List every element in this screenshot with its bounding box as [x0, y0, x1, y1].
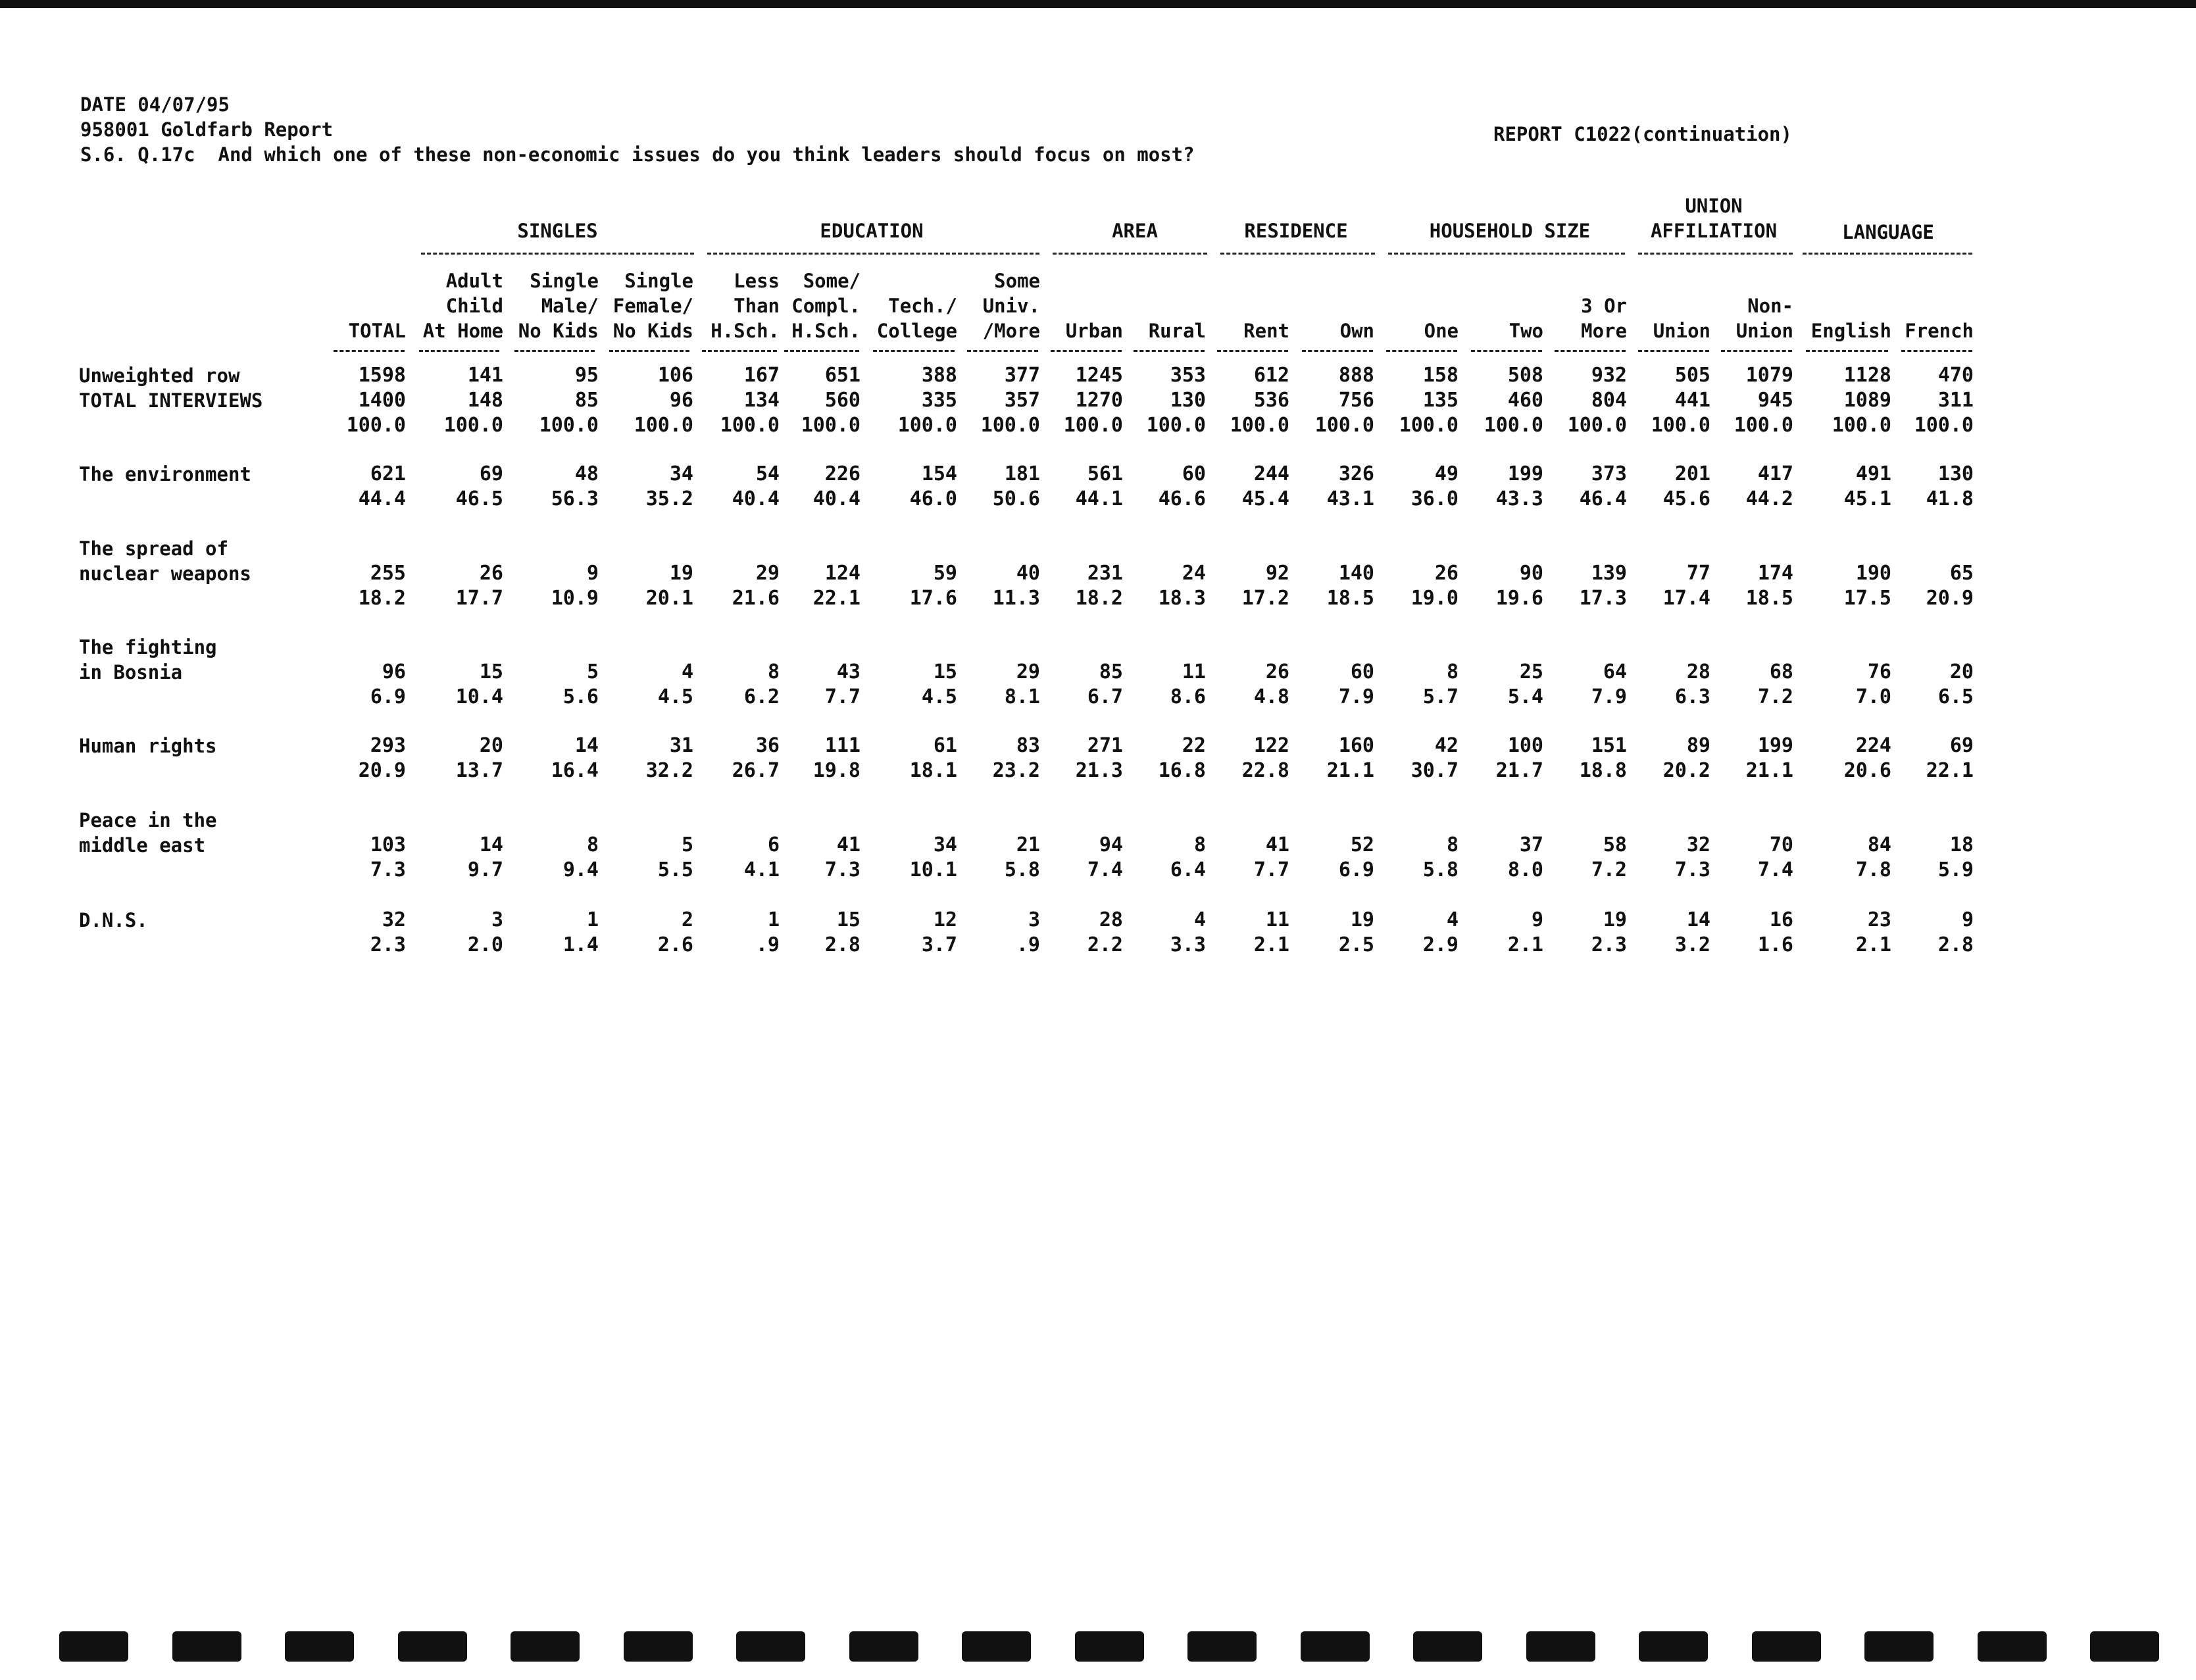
table-cell: 95 85 100.0	[539, 364, 599, 437]
table-cell: 130 41.8	[1926, 462, 1974, 510]
col-total: TOTAL	[348, 320, 406, 342]
col-urban: Urban	[1065, 320, 1123, 342]
col-less-than-hsch: Less Than H.Sch.	[711, 270, 780, 342]
table-cell: 111 19.8	[812, 734, 861, 782]
feed-hole	[1639, 1631, 1708, 1662]
table-cell: 231 18.2	[1075, 562, 1123, 610]
table-cell: 41 7.7	[1253, 833, 1289, 881]
table-cell: 612 536 100.0	[1230, 364, 1289, 437]
col-rule-13	[1471, 350, 1542, 352]
table-cell: 61 18.1	[909, 734, 957, 782]
table-cell: 22 16.8	[1158, 734, 1206, 782]
group-household-size: HOUSEHOLD SIZE	[1429, 220, 1591, 242]
table-cell: 25 5.4	[1507, 660, 1543, 708]
table-cell: 83 23.2	[992, 734, 1040, 782]
table-cell: 31 32.2	[645, 734, 693, 782]
row-label-nuclear: The spread of nuclear weapons	[79, 537, 251, 585]
table-cell: 23 2.1	[1855, 908, 1891, 956]
table-cell: 621 44.4	[358, 462, 406, 510]
report-header	[80, 92, 1195, 167]
table-cell: 41 7.3	[824, 833, 861, 881]
table-cell: 140 18.5	[1326, 562, 1374, 610]
row-label-middle-east: Peace in the middle east	[79, 809, 217, 856]
table-cell: 36 26.7	[732, 734, 780, 782]
table-cell: 1 .9	[755, 908, 780, 956]
table-cell: 3 .9	[1016, 908, 1040, 956]
table-cell: 651 560 100.0	[801, 364, 861, 437]
table-cell: 76 7.0	[1855, 660, 1891, 708]
table-cell: 26 17.7	[455, 562, 503, 610]
col-english: English	[1810, 320, 1891, 342]
col-tech-college: Tech./ College	[876, 295, 957, 342]
table-cell: 508 460 100.0	[1484, 364, 1543, 437]
table-cell: 69 46.5	[455, 462, 503, 510]
table-cell: 561 44.1	[1075, 462, 1123, 510]
col-non-union: Non- Union	[1735, 295, 1793, 342]
group-rule-residence	[1220, 253, 1375, 255]
table-cell: 226 40.4	[812, 462, 861, 510]
col-own: Own	[1339, 320, 1374, 342]
feed-hole	[1752, 1631, 1821, 1662]
feed-hole	[2090, 1631, 2159, 1662]
col-some-univ-more: Some Univ. /More	[982, 270, 1040, 342]
group-rule-household-size	[1388, 253, 1625, 255]
table-cell: 14 9.7	[467, 833, 503, 881]
table-cell: 167 134 100.0	[720, 364, 780, 437]
table-cell: 19 2.3	[1591, 908, 1627, 956]
col-rule-3	[609, 350, 689, 352]
feed-hole	[1978, 1631, 2047, 1662]
table-cell: 11 2.1	[1253, 908, 1289, 956]
table-cell: 90 19.6	[1495, 562, 1543, 610]
report-question: S.6. Q.17c And which one of these non-economic issues do you think leaders should focus on most?	[80, 143, 1195, 166]
table-cell: 15 4.5	[921, 660, 957, 708]
table-cell: 106 96 100.0	[634, 364, 693, 437]
table-cell: 24 18.3	[1158, 562, 1206, 610]
table-cell: 201 45.6	[1662, 462, 1710, 510]
col-3-or-more: 3 Or More	[1581, 295, 1627, 342]
table-cell: 14 16.4	[551, 734, 599, 782]
row-label-environment: The environment	[79, 463, 251, 485]
group-residence: RESIDENCE	[1244, 220, 1348, 242]
col-one: One	[1424, 320, 1459, 342]
feed-hole	[511, 1631, 580, 1662]
row-label-dns: D.N.S.	[79, 909, 148, 931]
table-cell: 26 4.8	[1253, 660, 1289, 708]
table-cell: 8 6.4	[1170, 833, 1206, 881]
table-cell: 293 20.9	[358, 734, 406, 782]
col-rule-7	[967, 350, 1038, 352]
table-cell: 32 7.3	[1674, 833, 1710, 881]
feed-hole	[285, 1631, 354, 1662]
table-cell: 1128 1089 100.0	[1832, 364, 1891, 437]
table-cell: 9 2.1	[1507, 908, 1543, 956]
group-area: AREA	[1112, 220, 1158, 242]
table-cell: 154 46.0	[909, 462, 957, 510]
table-cell: 96 6.9	[370, 660, 406, 708]
report-date: DATE 04/07/95	[80, 93, 230, 116]
table-cell: 84 7.8	[1855, 833, 1891, 881]
table-cell: 174 18.5	[1745, 562, 1793, 610]
table-cell: 15 2.8	[824, 908, 861, 956]
table-cell: 888 756 100.0	[1314, 364, 1374, 437]
table-cell: 52 6.9	[1338, 833, 1374, 881]
table-cell: 89 20.2	[1662, 734, 1710, 782]
group-rule-area	[1053, 253, 1207, 255]
col-french: French	[1905, 320, 1974, 342]
table-cell: 470 311 100.0	[1914, 364, 1974, 437]
table-cell: 932 804 100.0	[1567, 364, 1627, 437]
table-cell: 69 22.1	[1926, 734, 1974, 782]
table-cell: 94 7.4	[1087, 833, 1123, 881]
col-rule-5	[784, 350, 859, 352]
feed-hole	[1526, 1631, 1595, 1662]
table-cell: 199 21.1	[1745, 734, 1793, 782]
table-cell: 77 17.4	[1662, 562, 1710, 610]
group-language: LANGUAGE	[1842, 221, 1934, 243]
table-cell: 6 4.1	[743, 833, 780, 881]
table-cell: 49 36.0	[1410, 462, 1459, 510]
table-cell: 491 45.1	[1843, 462, 1891, 510]
col-single-male-no-kids: Single Male/ No Kids	[518, 270, 599, 342]
table-cell: 224 20.6	[1843, 734, 1891, 782]
table-cell: 28 6.3	[1674, 660, 1710, 708]
col-rule-9	[1134, 350, 1205, 352]
table-cell: 18 5.9	[1937, 833, 1974, 881]
report-id: REPORT C1022(continuation)	[1493, 123, 1792, 145]
table-cell: 34 35.2	[645, 462, 693, 510]
col-some-compl-hsch: Some/ Compl. H.Sch.	[791, 270, 861, 342]
table-cell: 139 17.3	[1579, 562, 1627, 610]
table-cell: 68 7.2	[1757, 660, 1793, 708]
col-rule-8	[1051, 350, 1122, 352]
table-cell: 26 19.0	[1410, 562, 1459, 610]
feed-hole	[172, 1631, 241, 1662]
feed-hole	[398, 1631, 467, 1662]
tractor-feed-holes	[59, 1631, 2164, 1664]
table-cell: 4 2.9	[1422, 908, 1459, 956]
table-cell: 19 2.5	[1338, 908, 1374, 956]
table-cell: 1079 945 100.0	[1734, 364, 1793, 437]
row-label-human-rights: Human rights	[79, 735, 217, 757]
table-cell: 4 3.3	[1170, 908, 1206, 956]
table-cell: 8 5.8	[1422, 833, 1459, 881]
table-cell: 92 17.2	[1241, 562, 1289, 610]
row-label-unweighted: Unweighted row TOTAL INTERVIEWS	[79, 364, 263, 412]
table-cell: 124 22.1	[812, 562, 861, 610]
table-cell: 9 10.9	[551, 562, 599, 610]
table-cell: 326 43.1	[1326, 462, 1374, 510]
table-cell: 417 44.2	[1745, 462, 1793, 510]
table-cell: 271 21.3	[1075, 734, 1123, 782]
col-rule-18	[1901, 350, 1972, 352]
table-cell: 59 17.6	[909, 562, 957, 610]
table-cell: 40 11.3	[992, 562, 1040, 610]
table-cell: 377 357 100.0	[980, 364, 1040, 437]
col-rule-6	[873, 350, 955, 352]
table-cell: 1598 1400 100.0	[346, 364, 406, 437]
group-rule-union-affiliation	[1638, 253, 1793, 255]
feed-hole	[849, 1631, 918, 1662]
table-cell: 48 56.3	[551, 462, 599, 510]
table-cell: 388 335 100.0	[897, 364, 957, 437]
feed-hole	[59, 1631, 128, 1662]
table-cell: 353 130 100.0	[1146, 364, 1206, 437]
group-education: EDUCATION	[820, 220, 924, 242]
col-union: Union	[1653, 320, 1710, 342]
table-cell: 181 50.6	[992, 462, 1040, 510]
feed-hole	[1075, 1631, 1144, 1662]
table-cell: 29 8.1	[1004, 660, 1040, 708]
table-cell: 1245 1270 100.0	[1063, 364, 1123, 437]
table-cell: 43 7.7	[824, 660, 861, 708]
feed-hole	[624, 1631, 693, 1662]
table-cell: 14 3.2	[1674, 908, 1710, 956]
table-cell: 505 441 100.0	[1651, 364, 1710, 437]
col-rule-0	[334, 350, 405, 352]
row-label-bosnia: The fighting in Bosnia	[79, 636, 217, 683]
feed-hole	[736, 1631, 805, 1662]
table-cell: 28 2.2	[1087, 908, 1123, 956]
report-title: 958001 Goldfarb Report	[80, 118, 334, 141]
table-cell: 65 20.9	[1926, 562, 1974, 610]
table-cell: 20 6.5	[1937, 660, 1974, 708]
table-cell: 160 21.1	[1326, 734, 1374, 782]
group-rule-language	[1803, 253, 1972, 255]
table-cell: 20 13.7	[455, 734, 503, 782]
col-rule-15	[1638, 350, 1709, 352]
col-rent: Rent	[1243, 320, 1289, 342]
group-singles: SINGLES	[517, 220, 598, 242]
table-cell: 5 5.5	[657, 833, 693, 881]
table-cell: 42 30.7	[1410, 734, 1459, 782]
table-cell: 151 18.8	[1579, 734, 1627, 782]
feed-hole	[1413, 1631, 1482, 1662]
page-top-edge	[0, 0, 2196, 8]
table-cell: 158 135 100.0	[1399, 364, 1459, 437]
table-cell: 8 9.4	[562, 833, 599, 881]
group-rule-education	[707, 253, 1039, 255]
table-cell: 100 21.7	[1495, 734, 1543, 782]
table-cell: 1 1.4	[562, 908, 599, 956]
col-rule-12	[1386, 350, 1457, 352]
col-rule-17	[1806, 350, 1888, 352]
table-cell: 15 10.4	[455, 660, 503, 708]
table-cell: 8 6.2	[743, 660, 780, 708]
table-cell: 373 46.4	[1579, 462, 1627, 510]
table-cell: 255 18.2	[358, 562, 406, 610]
table-cell: 2 2.6	[657, 908, 693, 956]
feed-hole	[1864, 1631, 1934, 1662]
table-cell: 34 10.1	[909, 833, 957, 881]
table-cell: 60 7.9	[1338, 660, 1374, 708]
table-cell: 199 43.3	[1495, 462, 1543, 510]
col-single-female-no-kids: Single Female/ No Kids	[612, 270, 693, 342]
table-cell: 37 8.0	[1507, 833, 1543, 881]
col-rule-4	[702, 350, 777, 352]
col-adult-child-at-home: Adult Child At Home	[422, 270, 503, 342]
feed-hole	[1187, 1631, 1257, 1662]
table-cell: 11 8.6	[1170, 660, 1206, 708]
table-cell: 244 45.4	[1241, 462, 1289, 510]
col-rule-2	[514, 350, 595, 352]
table-cell: 21 5.8	[1004, 833, 1040, 881]
table-cell: 64 7.9	[1591, 660, 1627, 708]
feed-hole	[962, 1631, 1031, 1662]
table-cell: 54 40.4	[732, 462, 780, 510]
table-cell: 103 7.3	[370, 833, 406, 881]
table-cell: 9 2.8	[1937, 908, 1974, 956]
table-cell: 58 7.2	[1591, 833, 1627, 881]
col-rule-1	[419, 350, 499, 352]
feed-hole	[1301, 1631, 1370, 1662]
col-rule-16	[1721, 350, 1792, 352]
table-cell: 85 6.7	[1087, 660, 1123, 708]
table-cell: 3 2.0	[467, 908, 503, 956]
table-cell: 16 1.6	[1757, 908, 1793, 956]
table-cell: 29 21.6	[732, 562, 780, 610]
table-cell: 70 7.4	[1757, 833, 1793, 881]
table-cell: 4 4.5	[657, 660, 693, 708]
group-rule-singles	[421, 253, 694, 255]
col-rural: Rural	[1148, 320, 1206, 342]
table-cell: 122 22.8	[1241, 734, 1289, 782]
table-cell: 8 5.7	[1422, 660, 1459, 708]
table-cell: 141 148 100.0	[443, 364, 503, 437]
table-cell: 60 46.6	[1158, 462, 1206, 510]
col-two: Two	[1509, 320, 1543, 342]
table-cell: 12 3.7	[921, 908, 957, 956]
table-cell: 5 5.6	[562, 660, 599, 708]
table-cell: 32 2.3	[370, 908, 406, 956]
group-union-affiliation: UNION AFFILIATION	[1650, 195, 1778, 242]
table-cell: 19 20.1	[645, 562, 693, 610]
table-cell: 190 17.5	[1843, 562, 1891, 610]
col-rule-10	[1217, 350, 1288, 352]
col-rule-11	[1302, 350, 1373, 352]
col-rule-14	[1555, 350, 1626, 352]
